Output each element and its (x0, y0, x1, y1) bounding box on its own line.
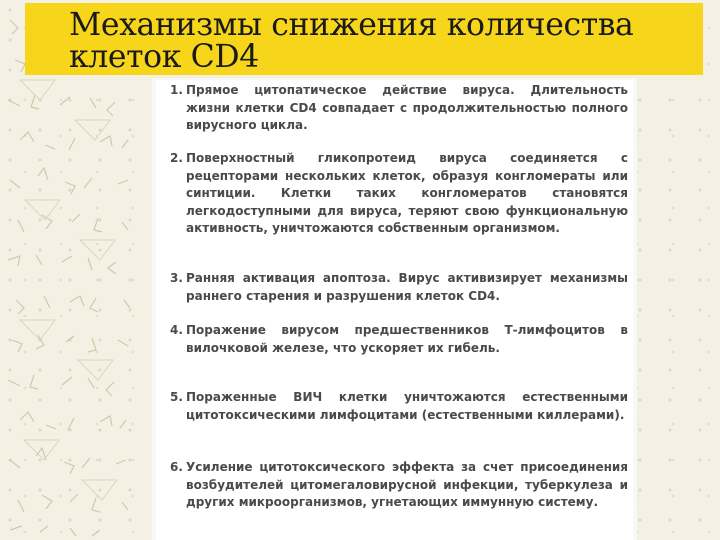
list-item (170, 150, 628, 238)
list-item-number: 2. (170, 151, 183, 165)
list-item-text: Усиление цитотоксического эффекта за счет присоединения возбудителей цитомегаловирусной инфекции, туберкулеза и других микроорганизмов, угнетающих иммунную систему. (186, 460, 628, 510)
list-item-number: 4. (170, 323, 183, 337)
list-item-number: 6. (170, 460, 183, 474)
list-item-text: Ранняя активация апоптоза. Вирус активизирует механизмы раннего старения и разрушения клеток CD4. (186, 271, 628, 303)
document-scan (156, 80, 633, 540)
list-item-number: 1. (170, 83, 183, 97)
list-item-number: 5. (170, 390, 183, 404)
title-banner (25, 3, 703, 75)
list-item-text: Поражение вирусом предшественников Т-лимфоцитов в вилочковой железе, что ускоряет их гибель. (186, 323, 628, 355)
list-item (170, 82, 628, 135)
list-item-text: Прямое цитопатическое действие вируса. Длительность жизни клетки CD4 совпадает с продолжительностью полного вирусного цикла. (186, 83, 628, 133)
list-item (170, 459, 628, 512)
list-item (170, 389, 628, 424)
decorative-pattern (0, 0, 140, 540)
slide-title: Механизмы снижения количества клеток CD4 (69, 7, 634, 75)
list-item-number: 3. (170, 271, 183, 285)
list-item-text: Пораженные ВИЧ клетки уничтожаются естественными цитотоксическими лимфоцитами (естественными киллерами). (186, 390, 628, 422)
list-item (170, 270, 628, 305)
list-item-text: Поверхностный гликопротеид вируса соединяется с рецепторами нескольких клеток, образуя конгломераты или синтиции. Клетки таких конгломератов становятся легкодоступными для вируса, теряют свою функциональную активность, уничтожаются собственным организмом. (186, 151, 628, 236)
list-item (170, 322, 628, 357)
